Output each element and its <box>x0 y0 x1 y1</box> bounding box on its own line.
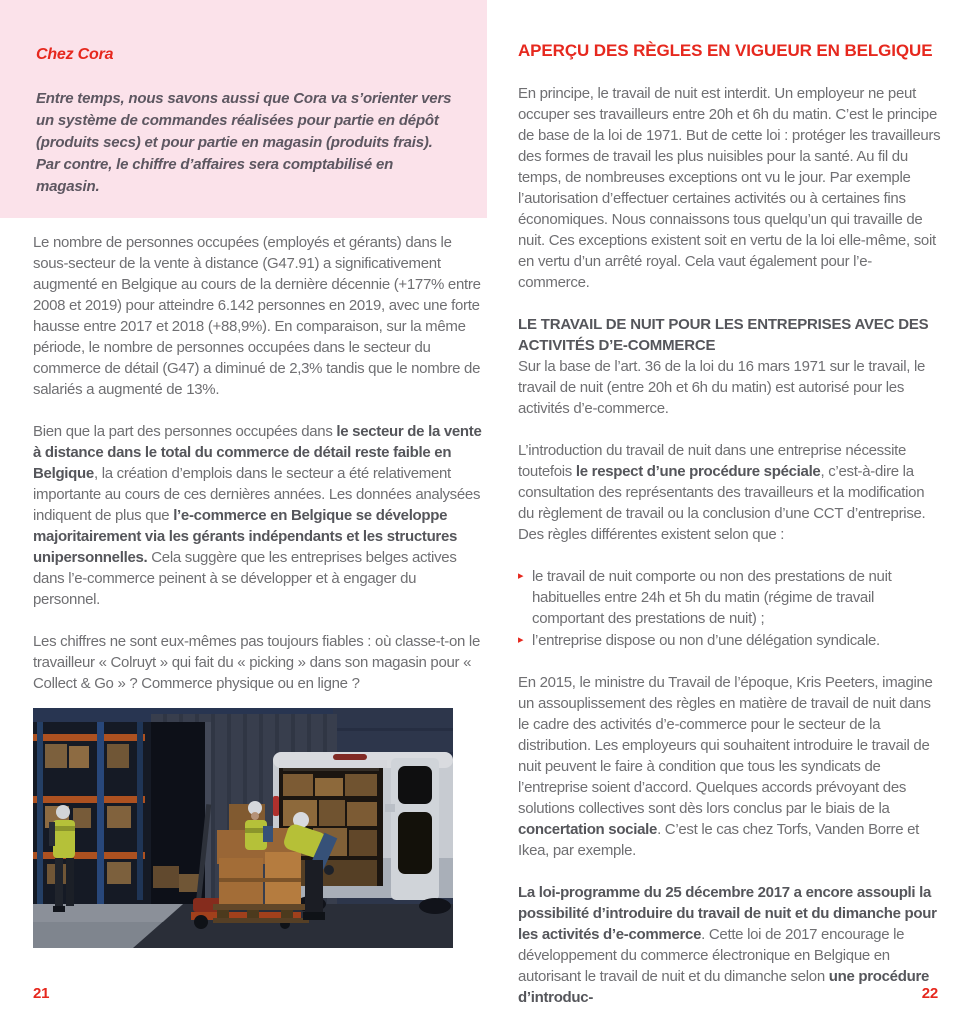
text-segment: En principe, le travail de nuit est interdit. Un employeur ne peut occuper ses travailleurs entre 20h et 6h du matin. C’est le principe de base de la loi de 1971. But de cette loi : protéger les travailleurs des formes de travail les plus nuisibles pour la santé. Au fil du temps, de nombreuses exceptions ont vu le jour. Par exemple l’autorisation d’effectuer certaines activités ou à certaines fins économiques. Nous connaissons tous quelqu’un qui travaille de nuit. Ces exceptions existent soit en vertu de la loi elle-même, soit en vertu d’un arrêté royal. Cela vaut également pour l’e-commerce. <box>518 85 941 291</box>
bullet-text: le travail de nuit comporte ou non des prestations de nuit habituelles entre 24h et 5h du matin (régime de travail comportant des prestations de nuit) ; <box>532 568 892 627</box>
cora-callout <box>0 0 487 218</box>
left-column <box>33 232 485 698</box>
right-paragraph-4 <box>518 672 942 861</box>
right-paragraph-5 <box>518 882 942 1008</box>
section-heading: APERÇU DES RÈGLES EN VIGUEUR EN BELGIQUE <box>518 41 933 60</box>
right-column <box>518 40 942 1008</box>
left-paragraph-1 <box>33 232 485 400</box>
page-number-left: 21 <box>33 985 50 1002</box>
text-segment: , la création d’emplois dans le secteur a été relativement importante au cours de ces dernières années. Les données analysées indiquent de plus que <box>33 465 481 524</box>
warehouse-van-loading-photo <box>33 708 453 948</box>
text-segment: Sur la base de l’art. 36 de la loi du 16 mars 1971 sur le travail, le travail de nuit (entre 20h et 6h du matin) est autorisé pour les activités d’e-commerce. <box>518 358 926 417</box>
text-segment: L’introduction du travail de nuit dans une entreprise nécessite toutefois <box>518 442 907 480</box>
text-segment: Le nombre de personnes occupées (employés et gérants) dans le sous-secteur de la vente à distance (G47.91) a significativement augmenté en Belgique au cours de la dernière décennie (+177% entre 2008 et 2019) pour atteindre 6.142 personnes en 2019, avec une forte hausse entre 2017 et 2018 (+88,9%). En comparaison, sur la même période, le nombre de personnes occupées dans le secteur du commerce de détail (G47) a diminué de 2,3% tandis que le nombre de salariés a augmenté de 13%. <box>33 234 481 398</box>
bold-text-segment: l’e-commerce en Belgique se développe majoritairement via les gérants indépendants et les structures unipersonnelles. <box>33 507 458 566</box>
bold-text-segment: le respect d’une procédure spéciale <box>575 463 821 480</box>
bullet-item <box>518 630 942 651</box>
subsection-heading: LE TRAVAIL DE NUIT POUR LES ENTREPRISES AVEC DES ACTIVITÉS D’E-COMMERCE <box>518 316 929 354</box>
bullet-item <box>518 566 942 629</box>
bullet-text: l’entreprise dispose ou non d’une délégation syndicale. <box>532 632 880 649</box>
right-paragraph-3 <box>518 440 942 545</box>
bold-text-segment: une procédure d’introduc- <box>518 968 930 1006</box>
page-number-right: 22 <box>921 985 938 1002</box>
right-paragraph-2 <box>518 356 942 419</box>
text-segment: Les chiffres ne sont eux-mêmes pas toujours fiables : où classe-t-on le travailleur « Colruyt » qui fait du « picking » dans son magasin pour « Collect & Go » ? Commerce physique ou en ligne ? <box>33 633 480 692</box>
bold-text-segment: concertation sociale <box>518 821 658 838</box>
left-paragraph-3 <box>33 631 485 694</box>
warehouse-photo-art <box>33 708 453 948</box>
right-paragraph-1 <box>518 83 942 293</box>
bold-text-segment: La loi-programme du 25 décembre 2017 a encore assoupli la possibilité d’introduire du travail de nuit et du dimanche pour les activités d’e-commerce <box>518 884 937 943</box>
bullet-arrow-icon: ▸ <box>518 634 524 646</box>
rules-bullet-list <box>518 566 942 651</box>
bold-text-segment: le secteur de la vente à distance dans le total du commerce de détail reste faible en Belgique <box>33 423 482 482</box>
bullet-arrow-icon: ▸ <box>518 570 524 582</box>
text-segment: En 2015, le ministre du Travail de l’époque, Kris Peeters, imagine un assouplissement des règles en matière de travail de nuit dans le cadre des activités d’e-commerce pour le secteur de la distribution. Les employeurs qui souhaitent introduire le travail de nuit peuvent le faire à condition que tous les syndicats de l’entreprise soient d’accord. Quelques accords prévoyant des solutions collectives sont dès lors conclus par le biais de la <box>518 674 933 817</box>
callout-title: Chez Cora <box>36 46 114 63</box>
text-segment: Cela suggère que les entreprises belges actives dans l’e-commerce peinent à se développer et à engager du personnel. <box>33 549 457 608</box>
text-segment: . Cette loi de 2017 encourage le développement du commerce électronique en Belgique en autorisant le travail de nuit et du dimanche selon <box>518 926 905 985</box>
text-segment: . C’est le cas chez Torfs, Vanden Borre et Ikea, par exemple. <box>518 821 920 859</box>
callout-body: Entre temps, nous savons aussi que Cora va s’orienter vers un système de commandes réalisées pour partie en dépôt (produits secs) et pour partie en magasin (produits frais). Par contre, le chiffre d’affaires sera comptabilisé en magasin. <box>36 90 452 195</box>
left-paragraph-2 <box>33 421 485 610</box>
text-segment: Bien que la part des personnes occupées dans <box>33 423 337 440</box>
text-segment: , c’est-à-dire la consultation des représentants des travailleurs et la modification du règlement de travail ou la conclusion d’une CCT d’entreprise. Des règles différentes existent selon que : <box>518 463 926 543</box>
